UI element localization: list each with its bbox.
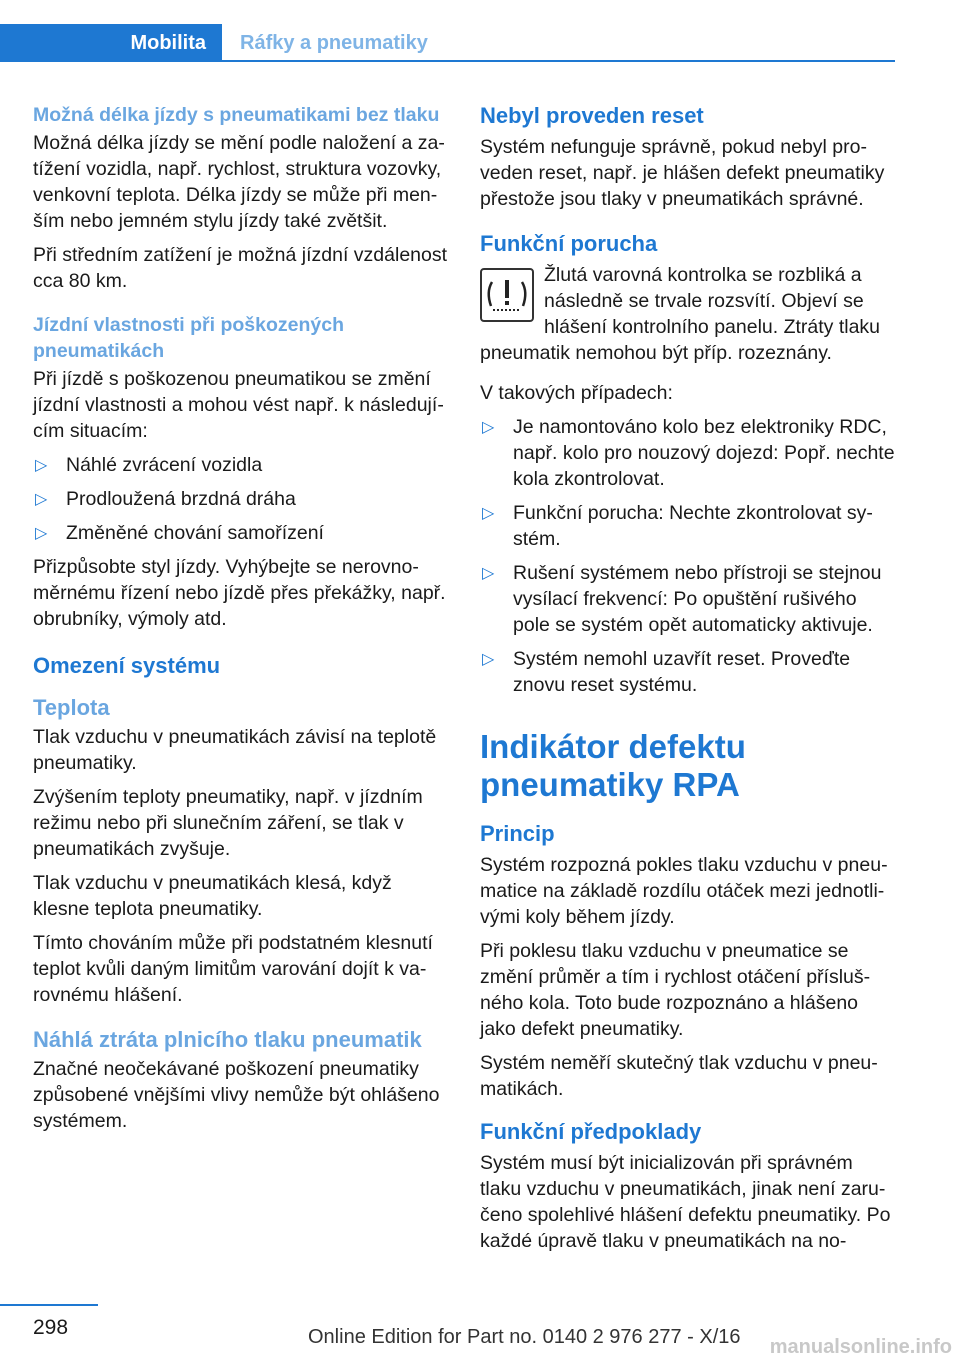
heading-no-reset: Nebyl proveden reset xyxy=(480,103,704,128)
list-item: ▷ Systém nemohl uzavřít reset. Proveďte znovu reset systému. xyxy=(482,648,851,696)
left-column xyxy=(33,102,448,1142)
paragraph: Systém nefunguje správně, pokud nebyl proveden reset, např. je hlášen defekt pneumatiky přestože jsou tlaky v pneumatikách správné. xyxy=(480,136,885,210)
paragraph: Tlak vzduchu v pneumatikách závisí na teplotě pneumatiky. xyxy=(33,726,437,774)
bullet-list xyxy=(480,414,895,698)
heading-prerequisites: Funkční předpoklady xyxy=(480,1119,702,1144)
paragraph: Při jízdě s poškozenou pneumatikou se změní jízdní vlastnosti a mohou vést např. k následujícím situacím: xyxy=(33,368,444,442)
paragraph: Tímto chováním může při podstatném klesnutí teplot kvůli daným limitům varování dojít k varovnému hlášení. xyxy=(33,932,433,1006)
page-header xyxy=(0,24,895,62)
paragraph: Možná délka jízdy se mění podle naložení a zatížení vozidla, např. rychlost, struktura vozovky, venkovní teplota. Délka jízdy se může při menším nebo jemném stylu jízdy také zvětšit. xyxy=(33,132,445,232)
paragraph: Přizpůsobte styl jízdy. Vyhýbejte se nerovnoměrnému řízení nebo jízdě přes překážky, např. obrubníky, výmoly atd. xyxy=(33,556,446,630)
heading-malfunction: Funkční porucha xyxy=(480,231,658,256)
bullet-triangle-icon: ▷ xyxy=(35,523,48,542)
list-item: ▷ Funkční porucha: Nechte zkontrolovat systém. xyxy=(482,502,873,550)
edition-note: Online Edition for Part no. 0140 2 976 277 - X/16 xyxy=(308,1326,741,1348)
paragraph: Při středním zatížení je možná jízdní vzdálenost cca 80 km. xyxy=(33,244,448,292)
paragraph: Žlutá varovná kontrolka se rozbliká a následně se trvale rozsvítí. Objeví se hlášení kontrolního panelu. Ztráty tlaku pneumatik nemohou být příp. rozeznány. xyxy=(480,264,881,364)
section-tab: Mobilita xyxy=(0,24,222,62)
list-item: ▷ Prodloužená brzdná dráha xyxy=(35,488,296,510)
bullet-triangle-icon: ▷ xyxy=(35,455,48,474)
header-rule xyxy=(0,60,895,62)
paragraph: Tlak vzduchu v pneumatikách klesá, když klesne teplota pneumatiky. xyxy=(33,872,392,920)
paragraph: Systém neměří skutečný tlak vzduchu v pneumatikách. xyxy=(480,1052,878,1100)
paragraph: Systém rozpozná pokles tlaku vzduchu v pneumatice na základě rozdílu otáček mezi jednotlivými koly během jízdy. xyxy=(480,854,888,928)
paragraph: Zvýšením teploty pneumatiky, např. v jízdním režimu nebo při slunečním záření, se tlak v pneumatikách zvyšuje. xyxy=(33,786,423,860)
heading-driving-characteristics: Jízdní vlastnosti při poškozených pneumatikách xyxy=(33,314,344,362)
right-column xyxy=(480,102,895,1262)
heading-run-flat-range: Možná délka jízdy s pneumatikami bez tlaku xyxy=(33,104,440,126)
heading-system-limits: Omezení systému xyxy=(33,653,221,678)
bullet-triangle-icon: ▷ xyxy=(35,489,48,508)
paragraph: Systém musí být inicializován při správném tlaku vzduchu v pneumatikách, jinak není zaručeno spolehlivé hlášení defektu pneumatiky. Po každé úpravě tlaku v pneumatikách na no- xyxy=(480,1152,891,1252)
page-number: 298 xyxy=(33,1316,69,1339)
list-item: ▷ Změněné chování samořízení xyxy=(35,522,324,544)
paragraph: Značné neočekávané poškození pneumatiky způsobené vnějšími vlivy nemůže být ohlášeno systémem. xyxy=(33,1058,440,1132)
footer-rule xyxy=(0,1304,98,1306)
malfunction-block xyxy=(480,262,895,366)
watermark: manualsonline.info xyxy=(769,1336,952,1358)
list-item: ▷ Náhlé zvrácení vozidla xyxy=(35,454,263,476)
bullet-triangle-icon: ▷ xyxy=(482,649,495,668)
bullet-list xyxy=(33,452,448,546)
heading-rpa: Indikátor defektu pneumatiky RPA xyxy=(480,728,746,803)
paragraph: Při poklesu tlaku vzduchu v pneumatice se změní průměr a tím i rychlost otáčení příslušného kola. Toto bude rozpoznáno a hlášeno jako defekt pneumatiky. xyxy=(480,940,871,1040)
bullet-triangle-icon: ▷ xyxy=(482,417,495,436)
list-item: ▷ Rušení systémem nebo přístroji se stejnou vysílací frekvencí: Po opuštění rušivého pole se systém opět automaticky aktivuje. xyxy=(482,562,882,636)
heading-sudden-pressure-loss: Náhlá ztráta plnicího tlaku pneumatik xyxy=(33,1027,422,1052)
tire-warning-icon xyxy=(480,268,534,322)
paragraph: V takových případech: xyxy=(480,382,673,404)
bullet-triangle-icon: ▷ xyxy=(482,503,495,522)
bullet-triangle-icon: ▷ xyxy=(482,563,495,582)
heading-temperature: Teplota xyxy=(33,695,110,720)
list-item: ▷ Je namontováno kolo bez elektroniky RDC, např. kolo pro nouzový dojezd: Popř. nechte kola zkontrolovat. xyxy=(482,416,895,490)
tire-warning-icon-graphic xyxy=(482,270,532,320)
chapter-tab: Ráfky a pneumatiky xyxy=(240,32,428,54)
heading-principle: Princip xyxy=(480,821,555,846)
